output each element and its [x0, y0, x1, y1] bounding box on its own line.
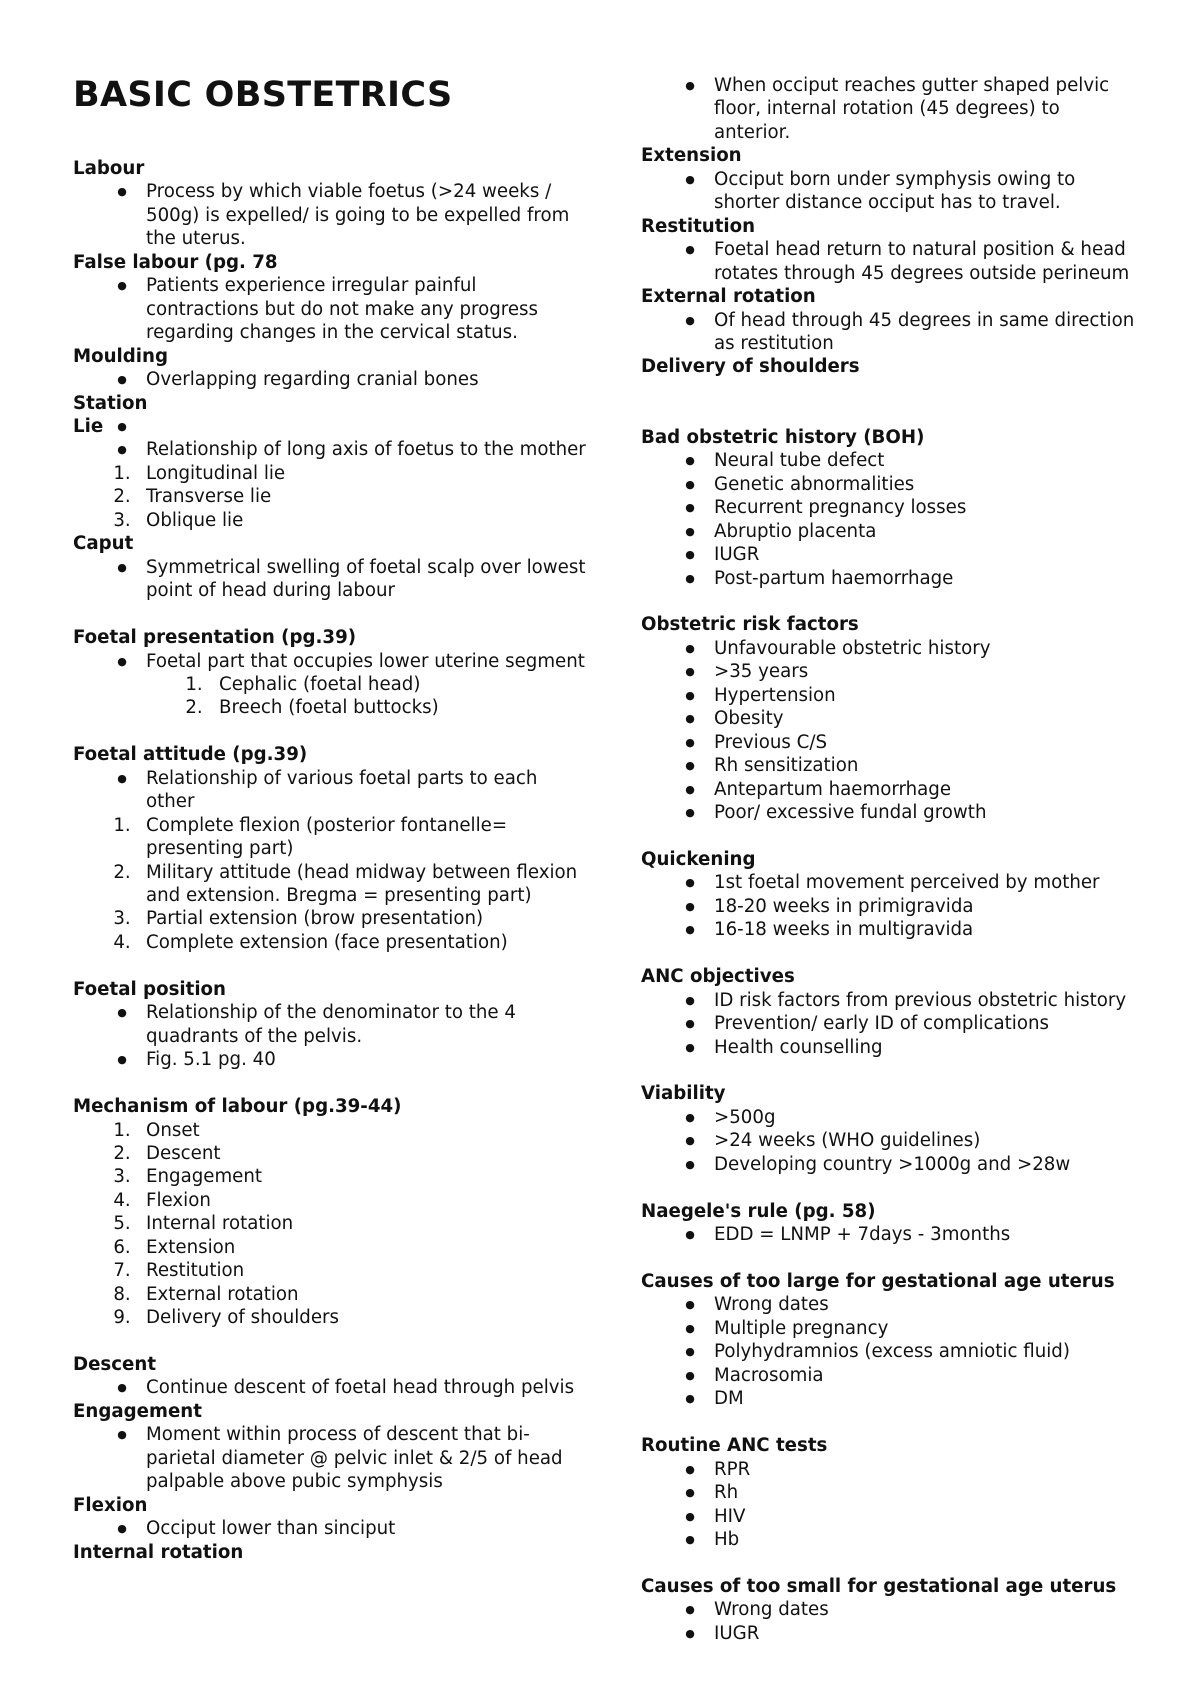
- section-heading: Lie: [73, 415, 104, 437]
- list-number: 2.: [113, 861, 131, 883]
- bullet-item: [73, 368, 588, 391]
- section-heading: Station: [73, 392, 148, 414]
- item-text: >500g: [714, 1106, 776, 1128]
- section-heading: Delivery of shoulders: [641, 356, 860, 378]
- section-heading: Quickening: [641, 848, 756, 870]
- bullet-icon: ●: [685, 806, 695, 820]
- bullet-icon: ●: [685, 1368, 695, 1382]
- item-text: Of head through 45 degrees in same direction as restitution: [714, 309, 1135, 354]
- item-text: Recurrent pregnancy losses: [714, 497, 967, 519]
- item-text: Wrong dates: [714, 1294, 829, 1316]
- list-number: 3.: [113, 509, 131, 531]
- numbered-item: [73, 1142, 588, 1165]
- section-heading: Bad obstetric history (BOH): [641, 426, 925, 448]
- list-number: 6.: [113, 1236, 131, 1258]
- bullet-icon: ●: [685, 782, 695, 796]
- bullet-item: [641, 1387, 1141, 1410]
- bullet-item: [641, 1505, 1141, 1528]
- bullet-icon: ●: [685, 1626, 695, 1640]
- bullet-icon: ●: [685, 876, 695, 890]
- bullet-item: [641, 1036, 1141, 1059]
- bullet-item: [641, 1223, 1141, 1246]
- item-text: Oblique lie: [146, 509, 244, 531]
- spacer: [641, 1059, 1141, 1082]
- item-text: Military attitude (head midway between flexion and extension. Bregma = presenting part): [146, 861, 578, 907]
- spacer: [641, 379, 1141, 426]
- item-text: Transverse lie: [146, 486, 272, 508]
- item-text: Extension: [146, 1236, 236, 1258]
- bullet-icon: ●: [685, 712, 695, 726]
- list-number: 3.: [113, 908, 131, 930]
- bullet-item: [641, 1622, 1141, 1645]
- list-number: 2.: [113, 1142, 131, 1164]
- bullet-icon: ●: [685, 1321, 695, 1335]
- item-text: ID risk factors from previous obstetric history: [714, 989, 1127, 1011]
- bullet-item: [641, 1481, 1141, 1504]
- bullet-item: [641, 684, 1141, 707]
- item-text: Delivery of shoulders: [146, 1307, 339, 1329]
- item-text: Longitudinal lie: [146, 462, 286, 484]
- bullet-icon: ●: [117, 419, 127, 433]
- bullet-item: [73, 1001, 588, 1048]
- numbered-item: [73, 1306, 588, 1329]
- section-heading: Caput: [73, 533, 134, 555]
- numbered-item: [73, 907, 588, 930]
- spacer: [73, 1330, 588, 1353]
- spacer: [73, 603, 588, 626]
- item-text: Poor/ excessive fundal growth: [714, 802, 987, 824]
- item-text: External rotation: [146, 1283, 299, 1305]
- section-heading: Obstetric risk factors: [641, 614, 859, 636]
- item-text: Foetal part that occupies lower uterine segment: [146, 650, 585, 672]
- bullet-item: [641, 1129, 1141, 1152]
- bullet-item: [641, 1598, 1141, 1621]
- section-heading: Foetal presentation (pg.39): [73, 627, 357, 649]
- section-heading: Causes of too large for gestational age uterus: [641, 1271, 1115, 1292]
- bullet-item: [641, 918, 1141, 941]
- bullet-icon: ●: [117, 185, 127, 199]
- left-column: [73, 74, 588, 1564]
- bullet-icon: ●: [117, 373, 127, 387]
- bullet-item: [641, 1153, 1141, 1176]
- list-number: 2.: [185, 697, 203, 719]
- item-text: When occiput reaches gutter shaped pelvic floor, internal rotation (45 degrees) to anterior.: [714, 75, 1110, 143]
- bullet-item: [641, 801, 1141, 824]
- item-text: Internal rotation: [146, 1213, 294, 1235]
- bullet-icon: ●: [685, 1110, 695, 1124]
- section-heading: Labour: [73, 158, 145, 179]
- bullet-icon: ●: [685, 477, 695, 491]
- list-number: 1.: [113, 462, 131, 484]
- bullet-icon: ●: [685, 993, 695, 1007]
- numbered-item: [73, 509, 588, 532]
- bullet-item: [73, 1517, 588, 1540]
- spacer: [641, 1247, 1141, 1270]
- bullet-icon: ●: [685, 1532, 695, 1546]
- numbered-item: [73, 485, 588, 508]
- page-title: BASIC OBSTETRICS: [73, 75, 453, 115]
- bullet-icon: ●: [685, 665, 695, 679]
- item-text: Complete extension (face presentation): [146, 931, 508, 953]
- item-text: Overlapping regarding cranial bones: [146, 369, 479, 391]
- bullet-icon: ●: [117, 1381, 127, 1395]
- numbered-item: [73, 1165, 588, 1188]
- bullet-icon: ●: [685, 1392, 695, 1406]
- item-text: Patients experience irregular painful contractions but do not make any progress regarding changes in the cervical status.: [146, 275, 538, 344]
- item-text: Flexion: [146, 1189, 211, 1211]
- bullet-icon: ●: [685, 1345, 695, 1359]
- list-number: 1.: [185, 673, 203, 695]
- bullet-item: [641, 731, 1141, 754]
- item-text: EDD = LNMP + 7days - 3months: [714, 1224, 1011, 1246]
- section-heading: Flexion: [73, 1494, 148, 1516]
- item-text: Cephalic (foetal head): [219, 673, 421, 695]
- item-text: DM: [714, 1388, 744, 1410]
- bullet-icon: ●: [685, 1157, 695, 1171]
- bullet-icon: ●: [685, 501, 695, 515]
- bullet-item: [73, 1048, 588, 1071]
- section-heading: ANC objectives: [641, 966, 795, 988]
- item-text: Hb: [714, 1528, 740, 1550]
- item-text: Relationship of long axis of foetus to the mother: [146, 439, 586, 461]
- numbered-item: [73, 1119, 588, 1142]
- section-heading: Causes of too small for gestational age uterus: [641, 1575, 1117, 1597]
- item-text: Relationship of various foetal parts to each other: [146, 767, 538, 813]
- item-text: Occiput lower than sinciput: [146, 1518, 396, 1540]
- bullet-item: [641, 989, 1141, 1012]
- list-number: 1.: [113, 814, 131, 836]
- numbered-item: [73, 1189, 588, 1212]
- item-text: Fig. 5.1 pg. 40: [146, 1049, 276, 1071]
- bullet-item: [641, 496, 1141, 519]
- spacer: [641, 590, 1141, 613]
- item-text: RPR: [714, 1458, 751, 1480]
- spacer: [73, 720, 588, 743]
- bullet-icon: ●: [117, 771, 127, 785]
- bullet-icon: ●: [685, 172, 695, 186]
- bullet-icon: ●: [685, 1040, 695, 1054]
- bullet-item: [641, 238, 1141, 285]
- bullet-icon: ●: [117, 1428, 127, 1442]
- bullet-icon: ●: [685, 571, 695, 585]
- item-text: 18-20 weeks in primigravida: [714, 895, 974, 917]
- spacer: [73, 954, 588, 977]
- bullet-item: [641, 1364, 1141, 1387]
- bullet-icon: ●: [117, 1522, 127, 1536]
- section-heading: Viability: [641, 1083, 726, 1105]
- item-text: Health counselling: [714, 1036, 883, 1058]
- bullet-icon: ●: [685, 454, 695, 468]
- item-text: HIV: [714, 1505, 746, 1527]
- bullet-item: [641, 1012, 1141, 1035]
- item-text: Symmetrical swelling of foetal scalp over lowest point of head during labour: [146, 556, 586, 602]
- spacer: [641, 1411, 1141, 1434]
- list-number: 8.: [113, 1283, 131, 1305]
- bullet-icon: ●: [685, 735, 695, 749]
- section-heading: False labour (pg. 78: [73, 251, 278, 273]
- left-column-body: [73, 157, 588, 1564]
- bullet-item: [641, 1458, 1141, 1481]
- bullet-item: [641, 754, 1141, 777]
- item-text: Process by which viable foetus (>24 weeks / 500g) is expelled/ is going to be expelled from the uterus.: [146, 181, 570, 250]
- bullet-item: [73, 180, 588, 250]
- item-text: Partial extension (brow presentation): [146, 908, 484, 930]
- item-text: Relationship of the denominator to the 4 quadrants of the pelvis.: [146, 1002, 516, 1047]
- bullet-icon: ●: [117, 654, 127, 668]
- bullet-item: [641, 567, 1141, 590]
- section-heading: Engagement: [73, 1400, 202, 1422]
- list-number: 5.: [113, 1213, 131, 1235]
- bullet-icon: ●: [685, 79, 695, 92]
- bullet-icon: ●: [685, 1298, 695, 1312]
- item-text: Previous C/S: [714, 731, 828, 753]
- section-heading: Foetal position: [73, 978, 226, 1000]
- bullet-item: [641, 778, 1141, 801]
- bullet-item: [73, 650, 588, 673]
- bullet-icon: ●: [117, 443, 127, 457]
- numbered-item: [73, 1283, 588, 1306]
- bullet-item: [641, 660, 1141, 683]
- item-text: Foetal head return to natural position & head rotates through 45 degrees outside perineum: [714, 239, 1130, 284]
- bullet-icon: ●: [685, 641, 695, 655]
- bullet-item: [641, 707, 1141, 730]
- bullet-item: [73, 1423, 588, 1493]
- item-text: Multiple pregnancy: [714, 1317, 889, 1339]
- numbered-item: [73, 1259, 588, 1282]
- bullet-icon: ●: [117, 560, 127, 574]
- item-text: Wrong dates: [714, 1599, 829, 1621]
- item-text: Neural tube defect: [714, 450, 885, 472]
- bullet-item: [641, 543, 1141, 566]
- item-text: Abruptio placenta: [714, 520, 877, 542]
- item-text: >24 weeks (WHO guidelines): [714, 1130, 981, 1152]
- bullet-item: [641, 871, 1141, 894]
- bullet-icon: ●: [685, 1017, 695, 1031]
- item-text: Hypertension: [714, 684, 836, 706]
- list-number: 1.: [113, 1119, 131, 1141]
- bullet-icon: ●: [685, 1486, 695, 1500]
- bullet-icon: ●: [117, 279, 127, 293]
- section-heading: Routine ANC tests: [641, 1435, 828, 1457]
- bullet-icon: ●: [685, 1134, 695, 1148]
- bullet-item: [73, 438, 588, 461]
- bullet-icon: ●: [685, 1462, 695, 1476]
- bullet-item: [641, 74, 1141, 144]
- numbered-item: [73, 462, 588, 485]
- item-text: Polyhydramnios (excess amniotic fluid): [714, 1341, 1070, 1363]
- spacer: [641, 1176, 1141, 1199]
- item-text: Onset: [146, 1119, 200, 1141]
- bullet-item: [641, 1106, 1141, 1129]
- right-column: [641, 74, 1141, 1645]
- bullet-icon: ●: [117, 1006, 127, 1020]
- bullet-icon: ●: [685, 899, 695, 913]
- section-heading: Descent: [73, 1354, 157, 1376]
- item-text: Restitution: [146, 1260, 245, 1282]
- section-heading: Restitution: [641, 215, 756, 237]
- list-number: 4.: [113, 1189, 131, 1211]
- section-heading: Internal rotation: [73, 1541, 244, 1563]
- numbered-item: [73, 861, 588, 908]
- bullet-item: [641, 309, 1141, 356]
- bullet-item: [73, 556, 588, 603]
- item-text: Engagement: [146, 1166, 263, 1188]
- list-number: 3.: [113, 1166, 131, 1188]
- bullet-icon: ●: [685, 243, 695, 257]
- bullet-item: [641, 637, 1141, 660]
- item-text: Descent: [146, 1142, 221, 1164]
- bullet-icon: ●: [685, 548, 695, 562]
- bullet-item: [641, 1340, 1141, 1363]
- list-number: 9.: [113, 1307, 131, 1329]
- section-heading: Extension: [641, 145, 742, 167]
- bullet-item: [641, 1293, 1141, 1316]
- item-text: Obesity: [714, 708, 784, 730]
- item-text: Complete flexion (posterior fontanelle= presenting part): [146, 814, 508, 860]
- bullet-item: [641, 473, 1141, 496]
- bullet-icon: ●: [685, 1228, 695, 1242]
- bullet-icon: ●: [117, 1053, 127, 1067]
- numbered-item: [73, 673, 588, 696]
- bullet-icon: ●: [685, 1509, 695, 1523]
- spacer: [641, 824, 1141, 847]
- bullet-item: [73, 767, 588, 814]
- bullet-item: [641, 1528, 1141, 1551]
- bullet-item: [73, 274, 588, 344]
- item-text: Antepartum haemorrhage: [714, 778, 952, 800]
- item-text: Occiput born under symphysis owing to shorter distance occiput has to travel.: [714, 168, 1076, 214]
- item-text: Continue descent of foetal head through pelvis: [146, 1377, 575, 1399]
- bullet-icon: ●: [685, 313, 695, 327]
- bullet-icon: ●: [685, 524, 695, 538]
- item-text: Macrosomia: [714, 1364, 824, 1386]
- item-text: Post-partum haemorrhage: [714, 567, 954, 589]
- bullet-item: [641, 168, 1141, 215]
- item-text: Prevention/ early ID of complications: [714, 1013, 1049, 1035]
- bullet-item: [641, 895, 1141, 918]
- item-text: IUGR: [714, 544, 760, 566]
- item-text: Genetic abnormalities: [714, 473, 915, 495]
- spacer: [641, 1551, 1141, 1574]
- numbered-item: [73, 814, 588, 861]
- list-number: 2.: [113, 486, 131, 508]
- bullet-item: [73, 1376, 588, 1399]
- numbered-item: [73, 931, 588, 954]
- item-text: >35 years: [714, 661, 809, 683]
- bullet-item: [641, 449, 1141, 472]
- item-text: Breech (foetal buttocks): [219, 697, 439, 719]
- item-text: 16-18 weeks in multigravida: [714, 919, 974, 941]
- item-text: Rh: [714, 1482, 739, 1504]
- section-heading: Moulding: [73, 345, 168, 367]
- item-text: IUGR: [714, 1622, 760, 1644]
- spacer: [73, 1072, 588, 1095]
- item-text: Unfavourable obstetric history: [714, 637, 991, 659]
- section-heading: Naegele's rule (pg. 58): [641, 1200, 876, 1222]
- bullet-icon: ●: [685, 1603, 695, 1617]
- bullet-icon: ●: [685, 688, 695, 702]
- numbered-item: [73, 1236, 588, 1259]
- item-text: Rh sensitization: [714, 755, 859, 777]
- right-column-body: [641, 74, 1141, 1645]
- section-heading: Mechanism of labour (pg.39-44): [73, 1096, 402, 1118]
- bullet-item: [641, 1317, 1141, 1340]
- section-heading: Foetal attitude (pg.39): [73, 744, 308, 766]
- bullet-icon: ●: [685, 759, 695, 773]
- section-heading: External rotation: [641, 286, 816, 308]
- bullet-item: [641, 520, 1141, 543]
- item-text: Developing country >1000g and >28w: [714, 1153, 1071, 1175]
- numbered-item: [73, 696, 588, 719]
- item-text: Moment within process of descent that bi-parietal diameter @ pelvic inlet & 2/5 of head palpable above pubic symphysis: [146, 1424, 563, 1493]
- item-text: 1st foetal movement perceived by mother: [714, 872, 1100, 894]
- bullet-icon: ●: [685, 923, 695, 937]
- list-number: 4.: [113, 931, 131, 953]
- list-number: 7.: [113, 1260, 131, 1282]
- numbered-item: [73, 1212, 588, 1235]
- spacer: [641, 942, 1141, 965]
